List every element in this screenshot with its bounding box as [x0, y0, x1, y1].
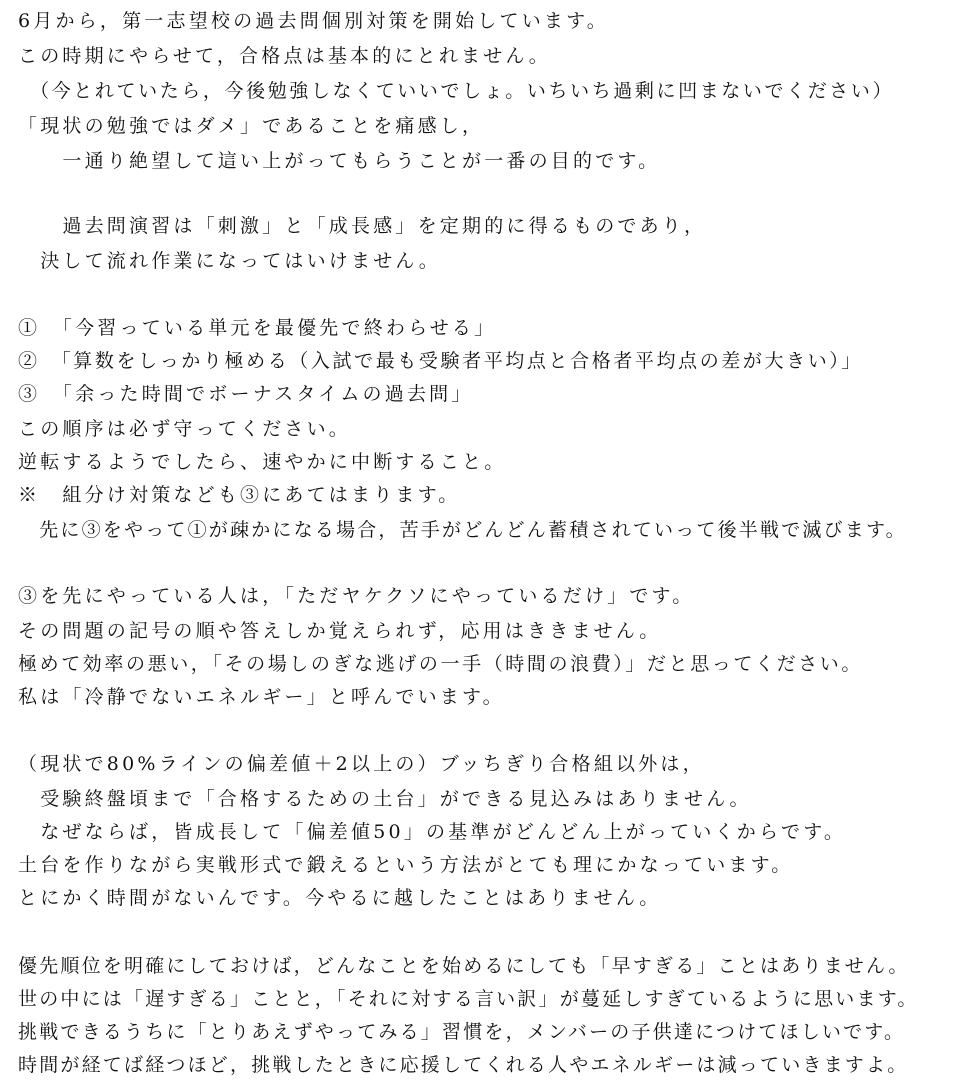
text-line-08: ① 「今習っている単元を最優先で終わらせる」 — [18, 317, 497, 339]
text-line-12: 逆転するようでしたら、速やかに中断すること。 — [18, 451, 507, 473]
text-line-01: 6月から，第一志望校の過去問個別対策を開始しています。 — [18, 10, 609, 32]
text-line-05: 一通り絶望して這い上がってもらうことが一番の目的です。 — [18, 150, 661, 172]
text-line-03: （今とれていたら，今後勉強しなくていいでしょ。いちいち過剰に凹まないでください） — [18, 80, 895, 102]
text-line-26: 挑戦できるうちに「とりあえずやってみる」習慣を，メンバーの子供達につけてほしいです。 — [18, 1021, 906, 1043]
text-line-11: この順序は必ず守ってください。 — [18, 418, 352, 440]
text-line-19: （現状で80%ラインの偏差値＋2以上の）ブッちぎり合格組以外は， — [18, 753, 705, 775]
text-line-09: ② 「算数をしっかり極める（入試で最も受験者平均点と合格者平均点の差が大きい）」 — [18, 350, 864, 372]
text-line-15: ③を先にやっている人は，「ただヤケクソにやっているだけ」です。 — [18, 585, 695, 607]
text-line-25: 世の中には「遅すぎる」ことと，「それに対する言い訳」が蔓延しすぎているように思います。 — [18, 988, 919, 1010]
text-line-17: 極めて効率の悪い，「その場しのぎな逃げの一手（時間の浪費）」だと思ってください。 — [18, 653, 864, 675]
text-line-07: 決して流れ作業になってはいけません。 — [18, 250, 441, 272]
text-line-14: 先に③をやって①が疎かになる場合，苦手がどんどん蓄積されていって後半戦で滅びます。 — [18, 519, 907, 541]
text-line-23: とにかく時間がないんです。今やるに越したことはありません。 — [18, 887, 662, 909]
text-line-10: ③ 「余った時間でボーナスタイムの過去問」 — [18, 383, 474, 405]
text-line-27: 時間が経てば経つほど，挑戦したときに応援してくれる人やエネルギーは減っていきますよ。 — [18, 1054, 909, 1076]
text-line-02: この時期にやらせて，合格点は基本的にとれません。 — [18, 45, 551, 67]
text-line-24: 優先順位を明確にしておけば，どんなことを始めるにしても「早すぎる」ことはありません。 — [18, 955, 910, 977]
text-line-22: 土台を作りながら実戦形式で鍛えるという方法がとても理にかなっています。 — [18, 854, 794, 876]
text-line-06: 過去問演習は「刺激」と「成長感」を定期的に得るものであり， — [18, 215, 707, 237]
text-line-13: ※ 組分け対策なども③にあてはまります。 — [18, 484, 461, 506]
text-line-21: なぜならば，皆成長して「偏差値50」の基準がどんどん上がっていくからです。 — [18, 821, 847, 843]
text-line-20: 受験終盤頃まで「合格するための土台」ができる見込みはありません。 — [18, 788, 752, 810]
text-line-04: 「現状の勉強ではダメ」であることを痛感し， — [18, 115, 485, 137]
text-line-18: 私は「冷静でないエネルギー」と呼んでいます。 — [18, 686, 505, 708]
text-line-16: その問題の記号の順や答えしか覚えられず，応用はききません。 — [18, 620, 662, 642]
